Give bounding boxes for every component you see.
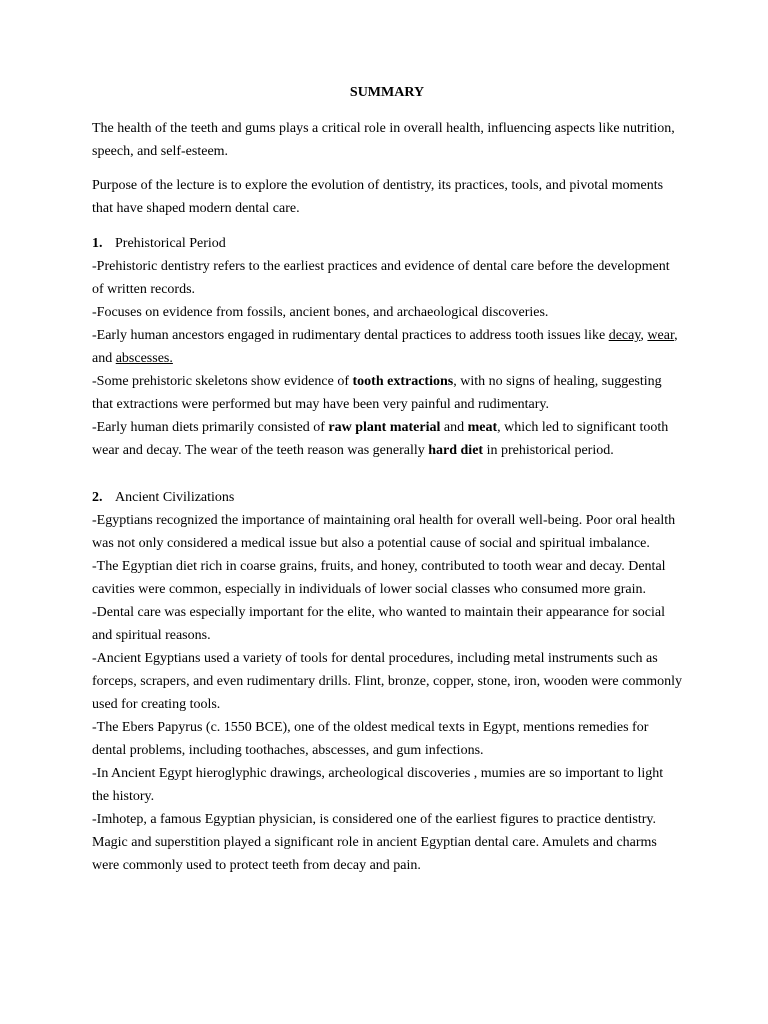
body-paragraph [92, 416, 682, 462]
section-number: 2. [92, 490, 103, 505]
body-paragraph: -Imhotep, a famous Egyptian physician, is considered one of the earliest figures to practice dentistry. Magic and superstition played a significant role in ancient Egyptian dental care. Amulets and charms were commonly used to protect teeth from decay and pain. [92, 812, 657, 873]
section-title: Ancient Civilizations [115, 490, 235, 505]
text-run: , with no signs of healing, suggesting that extractions were performed but may have been very painful and rudimentary. [92, 374, 662, 412]
body-paragraph: -Dental care was especially important for the elite, who wanted to maintain their appearance for social and spiritual reasons. [92, 605, 665, 643]
bold-term: tooth extractions [352, 374, 454, 389]
underlined-term: abscesses. [115, 351, 173, 366]
body-paragraph [92, 324, 682, 370]
text-run: and [440, 420, 468, 435]
section-title: Prehistorical Period [115, 236, 226, 251]
intro-paragraph: Purpose of the lecture is to explore the evolution of dentistry, its practices, tools, and pivotal moments that have shaped modern dental care. [92, 178, 664, 216]
section-heading [92, 486, 682, 509]
document-page [92, 83, 682, 877]
body-paragraph: -Egyptians recognized the importance of maintaining oral health for overall well-being. Poor oral health was not only considered a medical issue but also a potential cause of social and spiritual imbalance. [92, 513, 676, 551]
body-paragraph: -The Ebers Papyrus (c. 1550 BCE), one of the oldest medical texts in Egypt, mentions remedies for dental problems, including toothaches, abscesses, and gum infections. [92, 720, 649, 758]
bold-term: raw plant material [328, 420, 441, 435]
section-number: 1. [92, 236, 103, 251]
body-paragraph: -Prehistoric dentistry refers to the earliest practices and evidence of dental care before the development of written records. [92, 259, 670, 297]
text-run: , which led to significant tooth wear and decay. The wear of the teeth reason was generally [92, 420, 669, 458]
document-title: SUMMARY [349, 85, 425, 100]
body-paragraph [92, 370, 682, 416]
text-run: , [640, 328, 648, 343]
underlined-term: wear [647, 328, 675, 343]
bold-term: hard diet [428, 443, 484, 458]
body-paragraph: -In Ancient Egypt hieroglyphic drawings, archeological discoveries , mumies are so important to light the history. [92, 766, 664, 804]
section-heading [92, 232, 682, 255]
text-run: -Early human diets primarily consisted of [92, 420, 329, 435]
text-run: , and [92, 328, 678, 366]
underlined-term: decay [608, 328, 641, 343]
bold-term: meat [467, 420, 498, 435]
text-run: -Some prehistoric skeletons show evidence of [92, 374, 353, 389]
body-paragraph: -Focuses on evidence from fossils, ancient bones, and archaeological discoveries. [92, 305, 549, 320]
text-run: -Early human ancestors engaged in rudimentary dental practices to address tooth issues like [92, 328, 609, 343]
intro-paragraph: The health of the teeth and gums plays a critical role in overall health, influencing aspects like nutrition, speech, and self-esteem. [92, 121, 675, 159]
text-run: in prehistorical period. [483, 443, 614, 458]
body-paragraph: -Ancient Egyptians used a variety of tools for dental procedures, including metal instruments such as forceps, scrapers, and even rudimentary drills. Flint, bronze, copper, stone, iron, wooden were commonly used for creating tools. [92, 651, 682, 712]
body-paragraph: -The Egyptian diet rich in coarse grains, fruits, and honey, contributed to tooth wear and decay. Dental cavities were common, especially in individuals of lower social classes who consumed more grain. [92, 559, 666, 597]
